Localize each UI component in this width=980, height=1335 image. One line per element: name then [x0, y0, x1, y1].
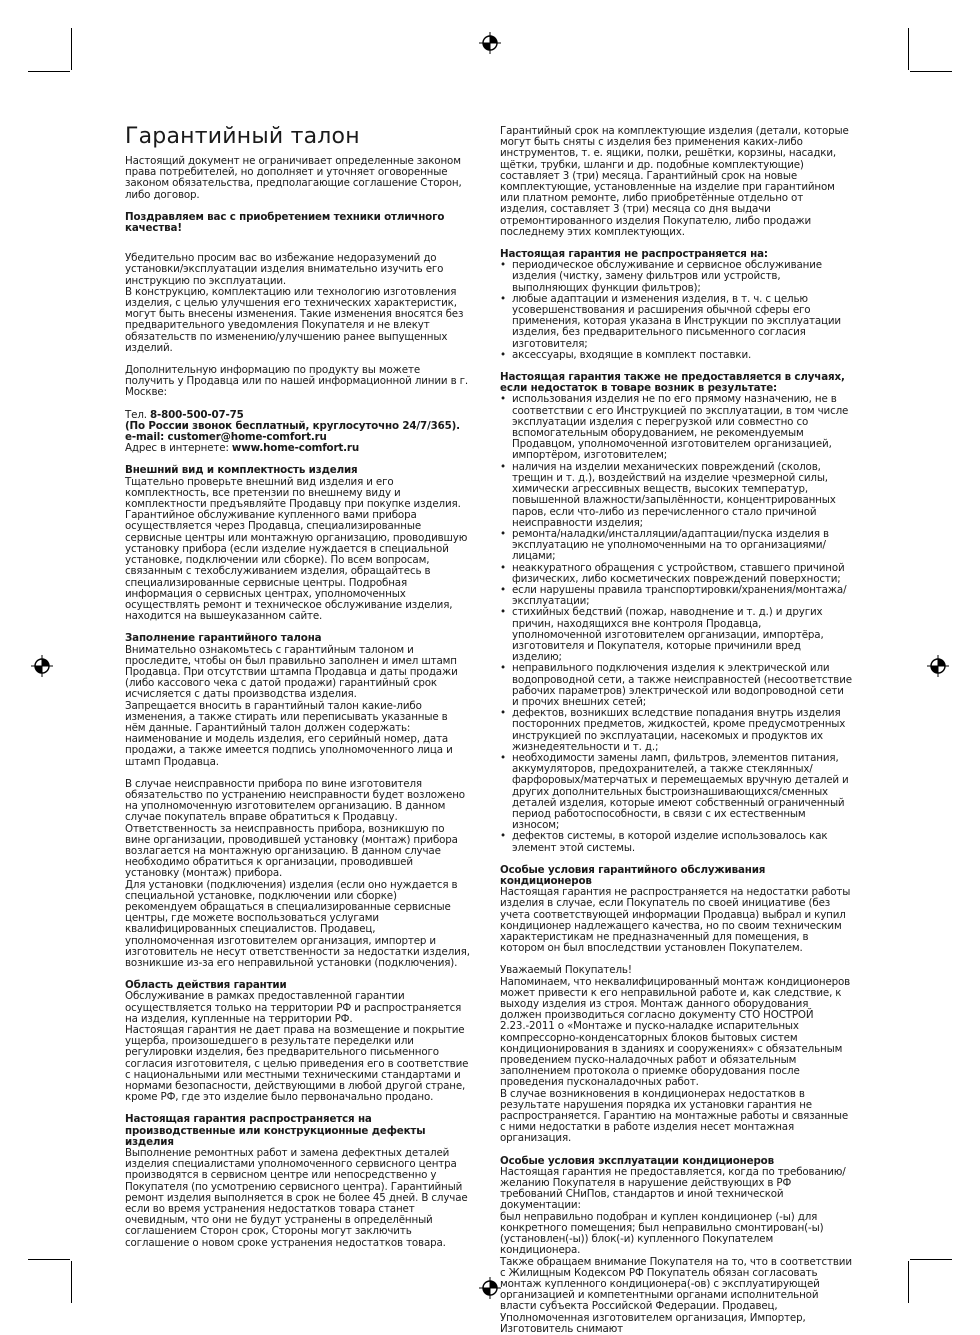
defects-text: Выполнение ремонтных работ и замена дефектных деталей изделия специалистами уполномоченного сервисного центра производятся в сервисном центре или непосредственно у Покупателя (по усмотрению сервисного центра). Гарантийный ремонт изделия выполняется в срок не более 45 дней. В случае если во время устранения недостатков товара станет очевидным, что они не будут устранены в определённый соглашением Сторон срок, Стороны могут заключить соглашение о новом сроке устранения недостатков товара.	[125, 1147, 468, 1249]
not-provided-heading: Настоящая гарантия также не предоставляется в случаях, если недостаток в товаре возник в результате:	[500, 371, 845, 395]
intro-text: Настоящий документ не ограничивает определенные законом права потребителей, но дополняет и уточняет оговоренные законом обязательства, предполагающие соглашение Сторон, либо договор.	[125, 155, 462, 201]
site-prefix: Адрес в интернете:	[125, 442, 232, 455]
filling-text: Внимательно ознакомьтесь с гарантийным талоном и проследите, чтобы он был правильно заполнен и имел штамп Продавца. При отсутствии штампа Продавца и даты продажи (либо кассового чека с датой продажи) гарантийный срок исчисляется с даты производства изделия.	[125, 643, 458, 701]
ac-usage-text-2: был неправильно подобран и куплен кондиционер (-ы) для конкретного помещения; был неправильно смонтирован(-ы) (установлен(-ы)) блок(-и) купленного Покупателем кондиционера.	[500, 1210, 824, 1257]
request-text: Убедительно просим вас во избежание недоразумений до установки/эксплуатации изделия внимательно изучить его инструкцию по эксплуатации.	[125, 252, 444, 287]
list-item: • использования изделия не по его прямому назначению, не в соответствии с его Инструкцией по эксплуатации, в том числе эксплуатации изделия с перегрузкой или совместно со вспомогательным оборудованием, не рекомендуемым Продавцом, уполномоченной изготовителем организацией, импортёром, изготовителем;	[500, 394, 852, 461]
site-link[interactable]: www.home-comfort.ru	[231, 442, 360, 455]
list-item: • дефектов, возникших вследствие попадания внутрь изделия посторонних предметов, жидкостей, кроме предусмотренных инструкцией по эксплуатации, насекомых и продуктов их жизнедеятельности и т. д.;	[500, 708, 852, 753]
malfunction-text: В случае неисправности прибора по вине изготовителя обязательство по устранению неисправности будет возложено на уполномоченную изготовителем организацию. В данном случае покупатель вправе обратиться к Продавцу.	[125, 777, 465, 824]
congrats-heading: Поздравляем вас с приобретением техники отличного качества!	[125, 210, 445, 235]
registration-mark-icon	[927, 655, 949, 677]
components-text: Гарантийный срок на комплектующие изделия (детали, которые могут быть сняты с изделия без применения каких-либо инструментов, т. е. ящики, полки, решётки, корзины, насадки, щётки, трубки, шланги и др. подобные комплектующие) составляет 3 (три) месяца. Гарантийный срок на новые комплектующие, установленные на изделие при гарантийном или платном ремонте, либо приобретённые отдельно от изделия, составляет 3 (три) месяца со дня выдачи отремонтированного изделия Покупателю, либо продажи последнему этих комплектующих.	[500, 125, 849, 238]
malfunction-text-4: уполномоченная изготовителем организация, импортер и изготовитель не несут ответственности за недостатки изделия, возникшие из-за его неправильной установки (подключения).	[125, 934, 470, 969]
phone-prefix: Тел.	[125, 408, 151, 421]
not-covered-list	[500, 260, 852, 361]
filling-text-2: Запрещается вносить в гарантийный талон какие-либо изменения, а также стирать или переписывать указанные в нём данные. Гарантийный талон должен содержать: наименование и модель изделия, его серийный номер, дата продажи, а также имеется подпись уполномоченного лица и штамп Продавца.	[125, 699, 453, 768]
email-link[interactable]: e-mail: customer@home-comfort.ru	[125, 431, 327, 444]
contacts-block	[125, 410, 470, 455]
list-item: • аксессуары, входящие в комплект поставки.	[500, 350, 852, 361]
dear-greeting: Уважаемый Покупатель!	[500, 964, 632, 977]
list-item: • дефектов системы, в которой изделие использовалось как элемент этой системы.	[500, 831, 852, 853]
defects-heading: Настоящая гарантия распространяется на производственные или конструкционные дефекты изделия	[125, 1113, 426, 1148]
malfunction-text-2: Ответственность за неисправность прибора, возникшую по вине организации, проводившей установку (монтаж) прибора возлагается на монтажную организацию. В данном случае необходимо обратиться к организации, проводившей установку (монтаж) прибора.	[125, 822, 458, 880]
list-item: • стихийных бедствий (пожар, наводнение и т. д.) и других причин, находящихся вне контроля Продавца, уполномоченной изготовителем организации, импортёра, изготовителя и Покупателя, которые причинили вред изделию;	[500, 607, 852, 663]
ac-usage-text-3: Также обращаем внимание Покупателя на то, что в соответствии с Жилищным Кодексом РФ Покупатель обязан согласовать монтаж купленного кондиционера(-ов) с эксплуатирующей организацией и компетентными органами исполнительной власти субъекта Российской Федерации. Продавец, Уполномоченная изготовителем организация, Импортер, Изготовитель снимают	[500, 1255, 852, 1335]
crop-mark-tl-h	[28, 71, 70, 72]
list-item: • если нарушены правила транспортировки/хранения/монтажа/эксплуатации;	[500, 585, 852, 607]
crop-mark-br-h	[910, 1259, 952, 1260]
ac-usage-heading: Особые условия эксплуатации кондиционеров	[500, 1154, 774, 1167]
registration-mark-icon	[31, 655, 53, 677]
filling-heading: Заполнение гарантийного талона	[125, 632, 322, 645]
crop-mark-tr-v	[908, 28, 909, 70]
ac-service-text: Настоящая гарантия не распространяется на недостатки работы изделия в случае, если Покупатель по своей инициативе (без учета соответствующей информации Продавца) выбрал и купил кондиционер надлежащего качества, но по своим техническим характеристикам не предназначенный для помещения, в котором он был впоследствии установлен Покупателем.	[500, 886, 851, 955]
list-item: • ремонта/наладки/инсталляции/адаптации/пуска изделия в эксплуатацию не уполномоченными на то организациями/лицами;	[500, 529, 852, 563]
list-item: • неправильного подключения изделия к электрической или водопроводной сети, а также неисправностей (несоответствие рабочих параметров) электрической или водопроводной сети и прочих внешних сетей;	[500, 663, 852, 708]
scope-text: Обслуживание в рамках предоставленной гарантии осуществляется только на территории РФ и распространяется на изделия, купленные на территории РФ.	[125, 990, 462, 1025]
phone-number[interactable]: 8-800-500-07-75	[150, 408, 244, 421]
changes-text: В конструкцию, комплектацию или технологию изготовления изделия, с целью улучшения его технических характеристик, могут быть внесены изменения. Такие изменения вносятся без предварительного уведомления Покупателя и не влекут обязательств по изменению/улучшению ранее выпущенных изделий.	[125, 285, 464, 354]
ac-usage-text: Настоящая гарантия не предоставляется, когда по требованию/желанию Покупателя в нарушение действующих в РФ требований СНиПов, стандартов и иной технической документации:	[500, 1165, 846, 1212]
list-item: • необходимости замены ламп, фильтров, элементов питания, аккумуляторов, предохранителей, а также стеклянных/фарфоровых/матерчатых и перемещаемых вручную деталей и других дополнительных быстроизнашивающихся/сменных деталей изделия, которые имеют собственный ограниченный период работоспособности, в связи с их естественным износом;	[500, 753, 852, 831]
appearance-text: Тщательно проверьте внешний вид изделия и его комплектность, все претензии по внешнему виду и комплектности предъявляйте Продавцу при покупке изделия. Гарантийное обслуживание купленного вами прибора осуществляется через Продавца, специализированные сервисные центры или монтажную организацию, проводившую установку прибора (если изделие нуждается в специальной установке, подключении или сборке). По всем вопросам, связанным с техобслуживанием изделия, обращайтесь в специализированные сервисные центры. Подробная информация о сервисных центрах, уполномоченных осуществлять ремонт и техническое обслуживание изделия, находится на вышеуказанном сайте.	[125, 475, 468, 623]
crop-mark-tr-h	[910, 71, 952, 72]
list-item: • наличия на изделии механических повреждений (сколов, трещин и т. д.), воздействий на изделие чрезмерной силы, химически агрессивных веществ, высоких температур, повышенной влажности/запылённости, концентрированных паров, если что-либо из перечисленного стало причиной неисправности изделия;	[500, 462, 852, 529]
list-item: • неаккуратного обращения с устройством, ставшего причиной физических, либо косметических повреждений поверхности;	[500, 563, 852, 585]
free-call-note: (По России звонок бесплатный, круглосуточно 24/7/365).	[125, 419, 460, 432]
crop-mark-tl-v	[71, 28, 72, 70]
not-covered-heading: Настоящая гарантия не распространяется на:	[500, 248, 768, 261]
right-column	[500, 126, 852, 1335]
malfunction-text-3: Для установки (подключения) изделия (если оно нуждается в специальной установке, подключении или сборке) рекомендуем обращаться в специализированные сервисные центры, где можете воспользоваться услугами квалифицированных специалистов. Продавец,	[125, 878, 458, 936]
left-column	[125, 124, 470, 1249]
registration-mark-icon	[479, 1277, 501, 1299]
more-info-text: Дополнительную информацию по продукту вы можете получить у Продавца или по нашей информационной линии в г. Москве:	[125, 364, 469, 399]
list-item: • любые адаптации и изменения изделия, в т. ч. с целью усовершенствования и расширения обычной сферы его применения, которая указана в Инструкции по эксплуатации изделия, без предварительного письменного согласия изготовителя;	[500, 294, 852, 350]
page-title: Гарантийный талон	[125, 124, 360, 149]
ac-service-heading: Особые условия гарантийного обслуживания кондиционеров	[500, 863, 766, 887]
crop-mark-bl-v	[71, 1261, 72, 1303]
appearance-heading: Внешний вид и комплектность изделия	[125, 464, 358, 477]
dear-text: Напоминаем, что неквалифицированный монтаж кондиционеров может привести к его неправильной работе и, как следствие, к выходу изделия из строя. Монтаж данного оборудования должен производиться согласно документу СТО НОСТРОЙ 2.23.-2011 о «Монтаже и пуско-наладке испарительных компрессорно-конденсаторных блоков бытовых систем кондиционирования в зданиях и сооружениях» с обязательным проведением пуско-наладочных работ и обязательным заполнением протокола о приемке оборудования после проведения пусконаладочных работ.	[500, 975, 851, 1089]
crop-mark-br-v	[908, 1261, 909, 1303]
registration-mark-icon	[479, 32, 501, 54]
scope-heading: Область действия гарантии	[125, 979, 287, 992]
not-provided-list	[500, 394, 852, 853]
list-item: • периодическое обслуживание и сервисное обслуживание изделия (чистку, замену фильтров или устройств, выполняющих функции фильтров);	[500, 260, 852, 294]
dear-text-2: В случае возникновения в кондиционерах недостатков в результате нарушения порядка их установки гарантия не распространяется. Гарантию на монтажные работы и связанные с ними недостатки в работе изделия несет монтажная организация.	[500, 1087, 849, 1145]
crop-mark-bl-h	[28, 1259, 70, 1260]
scope-text-2: Настоящая гарантия не дает права на возмещение и покрытие ущерба, произошедшего в результате переделки или регулировки изделия, без предварительного письменного согласия изготовителя, с целью приведения его в соответствие с национальными или местными техническими стандартами и нормами безопасности, действующими в любой другой стране, кроме РФ, где это изделие было первоначально продано.	[125, 1024, 469, 1104]
